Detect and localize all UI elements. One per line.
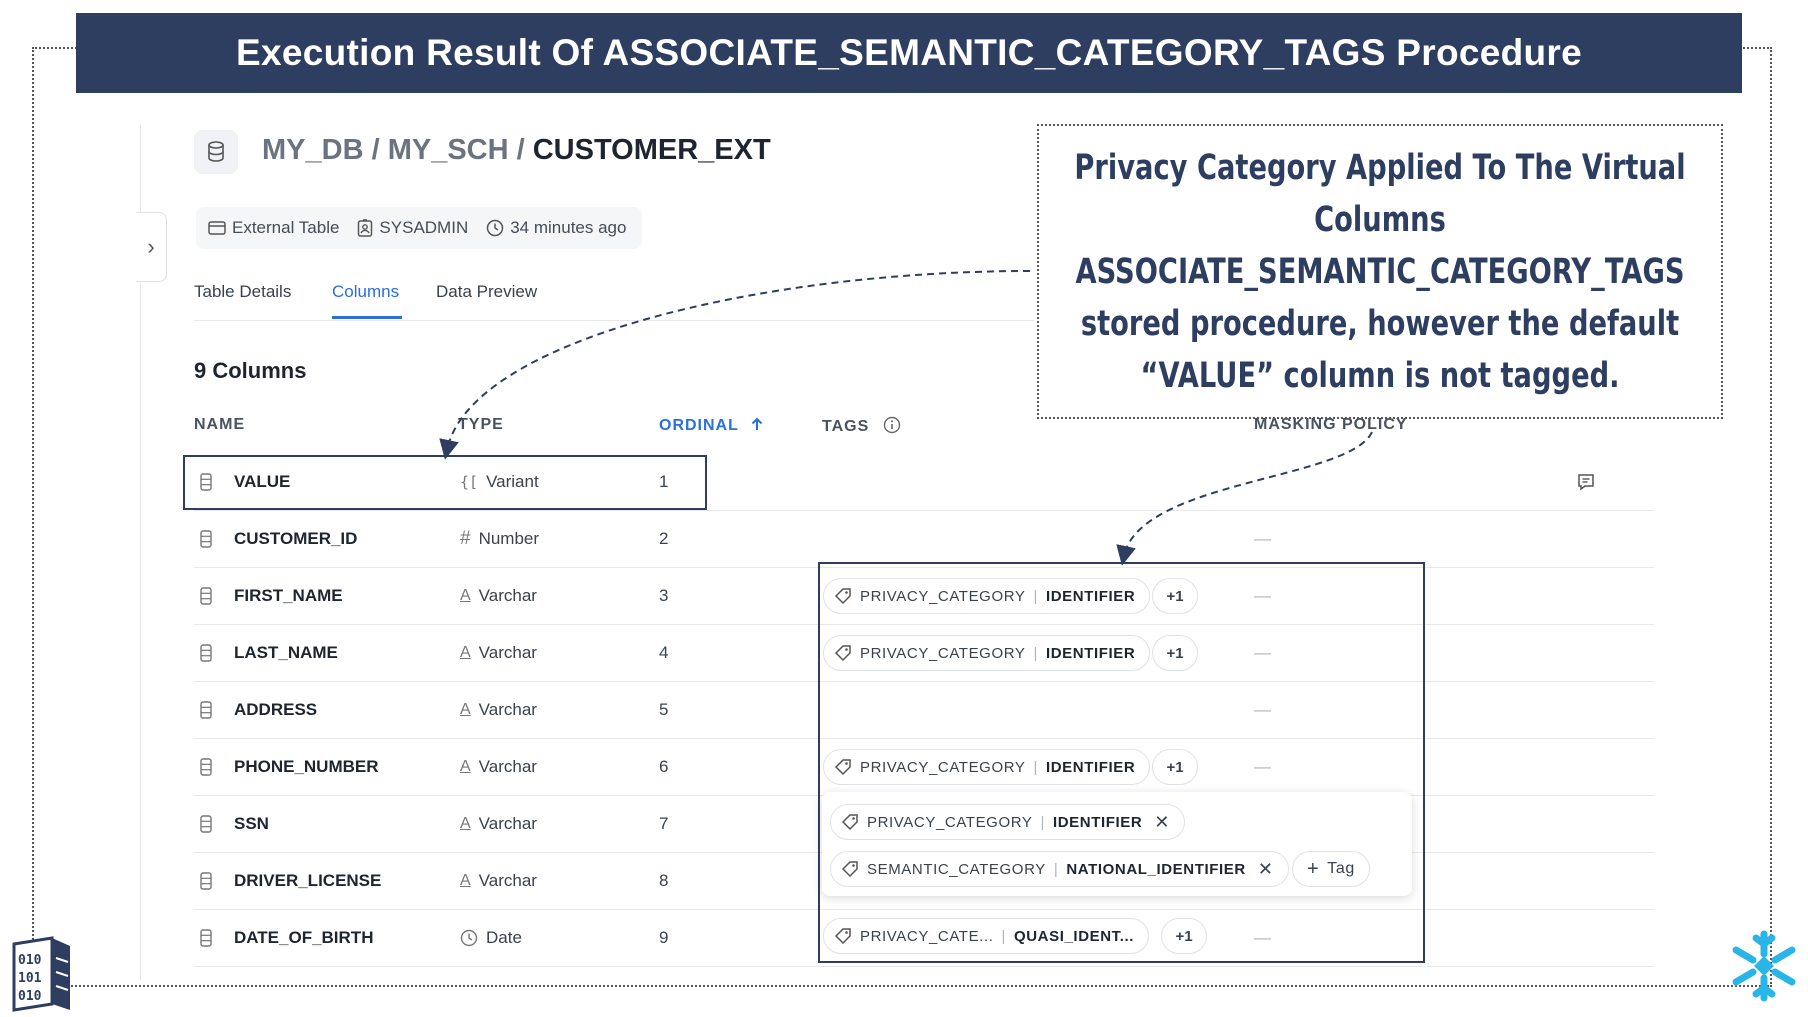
column-type	[460, 853, 537, 909]
column-type	[460, 910, 522, 966]
info-icon[interactable]	[883, 416, 901, 434]
svg-text:101: 101	[18, 971, 42, 986]
tab-bar	[194, 280, 1034, 321]
breadcrumb-separator: /	[363, 134, 388, 166]
column-name: VALUE	[234, 472, 291, 491]
remove-tag-icon[interactable]: ✕	[1154, 811, 1171, 832]
annotation-callout	[1037, 124, 1723, 419]
binary-book-logo-icon	[10, 936, 74, 1017]
column-name: DRIVER_LICENSE	[234, 871, 382, 890]
column-type	[460, 682, 537, 738]
header-tags-label: TAGS	[822, 418, 870, 435]
column-icon	[200, 910, 212, 966]
column-name: LAST_NAME	[234, 643, 338, 662]
header-name[interactable]: NAME	[194, 416, 246, 433]
tag-key: PRIVACY_CATEGORY	[860, 758, 1026, 776]
tag-chip-privacy-ssn[interactable]: PRIVACY_CATEGORY | IDENTIFIER ✕	[830, 804, 1185, 840]
column-icon	[200, 568, 212, 624]
breadcrumb	[262, 134, 771, 167]
table-icon	[194, 130, 238, 174]
meta-type-label: External Table	[232, 218, 340, 237]
snowflake-logo-icon	[1726, 928, 1802, 1009]
more-tags-button[interactable]: +1	[1152, 749, 1198, 785]
column-icon	[200, 511, 212, 567]
column-icon	[200, 796, 212, 852]
text-type-icon: A	[460, 758, 471, 775]
column-icon	[200, 853, 212, 909]
masking-empty: —	[1254, 586, 1271, 605]
breadcrumb-db[interactable]: MY_DB	[262, 134, 364, 166]
tag-key: SEMANTIC_CATEGORY	[867, 860, 1046, 878]
column-ordinal: 8	[659, 871, 669, 890]
column-type	[460, 568, 537, 624]
column-type-label: Varchar	[478, 700, 537, 719]
column-icon	[200, 682, 212, 738]
column-ordinal: 3	[659, 586, 669, 605]
masking-empty: —	[1254, 529, 1271, 548]
column-ordinal: 6	[659, 757, 669, 776]
plus-icon: +	[1307, 857, 1320, 880]
tag-value: NATIONAL_IDENTIFIER	[1066, 860, 1246, 878]
tag-value: IDENTIFIER	[1045, 644, 1136, 662]
column-type	[460, 739, 537, 795]
text-type-icon: A	[460, 587, 471, 604]
more-tags-button[interactable]: +1	[1152, 578, 1198, 614]
column-name: FIRST_NAME	[234, 586, 343, 605]
breadcrumb-separator: /	[508, 134, 533, 166]
column-type	[460, 511, 539, 567]
text-type-icon: A	[460, 815, 471, 832]
header-tags[interactable]	[822, 416, 901, 436]
annotation-text: Privacy Category Applied To The Virtual Columns ASSOCIATE_SEMANTIC_CATEGORY_TAGS stored procedure, however the default “VALUE” column is not tagged.	[1074, 147, 1686, 396]
tab-columns[interactable]: Columns	[332, 282, 400, 301]
tag-chip-privacy-last-name[interactable]: PRIVACY_CATEGORY | IDENTIFIER	[823, 635, 1150, 671]
tag-chip-privacy-phone[interactable]: PRIVACY_CATEGORY | IDENTIFIER	[823, 749, 1150, 785]
column-type-label: Varchar	[478, 586, 537, 605]
breadcrumb-table: CUSTOMER_EXT	[532, 134, 771, 166]
meta-modified	[486, 218, 626, 238]
tag-value: IDENTIFIER	[1045, 758, 1136, 776]
meta-modified-label: 34 minutes ago	[510, 218, 627, 237]
column-type	[460, 625, 537, 681]
tag-key: PRIVACY_CATEGORY	[860, 644, 1026, 662]
header-ordinal[interactable]	[659, 416, 764, 435]
column-type-label: Number	[478, 529, 540, 548]
tag-value: IDENTIFIER	[1045, 587, 1136, 605]
masking-empty: —	[1254, 757, 1271, 776]
breadcrumb-schema[interactable]: MY_SCH	[387, 134, 509, 166]
column-ordinal: 7	[659, 814, 669, 833]
column-type	[460, 796, 537, 852]
more-tags-button[interactable]: +1	[1152, 635, 1198, 671]
expand-sidebar-button[interactable]	[136, 212, 167, 282]
text-type-icon: A	[460, 872, 471, 889]
column-type-label: Varchar	[478, 643, 537, 662]
slide-title-banner	[76, 13, 1742, 93]
remove-tag-icon[interactable]: ✕	[1257, 858, 1274, 879]
meta-owner-label: SYSADMIN	[379, 218, 469, 237]
number-icon: #	[460, 528, 471, 549]
header-type[interactable]: TYPE	[458, 416, 504, 433]
column-type-label: Date	[486, 928, 522, 947]
column-ordinal: 5	[659, 700, 669, 719]
value-row-highlight	[183, 455, 707, 510]
column-ordinal: 4	[659, 643, 669, 662]
masking-empty: —	[1254, 928, 1271, 947]
column-type-label: Varchar	[478, 757, 537, 776]
sort-ascending-icon	[750, 416, 764, 432]
date-clock-icon	[460, 929, 478, 947]
tab-table-details[interactable]: Table Details	[194, 282, 292, 301]
comment-icon[interactable]	[1576, 472, 1596, 497]
column-ordinal: 1	[659, 472, 669, 491]
column-name: ADDRESS	[234, 700, 318, 719]
text-type-icon: A	[460, 644, 471, 661]
tab-data-preview[interactable]: Data Preview	[436, 282, 538, 301]
tag-value: IDENTIFIER	[1052, 813, 1143, 831]
column-icon	[200, 625, 212, 681]
chevron-right-icon: ›	[147, 234, 155, 259]
column-icon	[200, 739, 212, 795]
masking-empty: —	[1254, 643, 1271, 662]
meta-type	[208, 218, 339, 238]
column-ordinal: 2	[659, 529, 669, 548]
column-name: CUSTOMER_ID	[234, 529, 358, 548]
column-count: 9 Columns	[194, 358, 307, 383]
clock-icon	[486, 219, 504, 237]
tag-key: PRIVACY_CATE...	[860, 927, 994, 945]
slide-title: Execution Result Of ASSOCIATE_SEMANTIC_CATEGORY_TAGS Procedure	[235, 32, 1582, 73]
active-tab-indicator	[332, 316, 402, 319]
more-tags-button[interactable]: +1	[1161, 918, 1207, 954]
meta-owner	[357, 218, 468, 238]
header-masking-policy[interactable]: MASKING POLICY	[1254, 416, 1408, 433]
column-ordinal: 9	[659, 928, 669, 947]
tag-chip-semantic-ssn[interactable]: SEMANTIC_CATEGORY | NATIONAL_IDENTIFIER ✕	[830, 851, 1289, 887]
table-row[interactable]	[194, 511, 1654, 568]
table-meta	[196, 207, 642, 249]
svg-text:010: 010	[18, 953, 42, 968]
tag-chip-privacy-dob[interactable]: PRIVACY_CATE... | QUASI_IDENT...	[823, 918, 1149, 954]
column-name: DATE_OF_BIRTH	[234, 928, 374, 947]
tag-value: QUASI_IDENT...	[1013, 927, 1135, 945]
masking-empty: —	[1254, 700, 1271, 719]
header-ordinal-label: ORDINAL	[659, 417, 739, 434]
tag-key: PRIVACY_CATEGORY	[860, 587, 1026, 605]
svg-text:010: 010	[18, 989, 42, 1004]
text-type-icon: A	[460, 701, 471, 718]
column-type-label: Varchar	[478, 871, 537, 890]
column-name: SSN	[234, 814, 269, 833]
variant-icon: {[	[460, 473, 479, 491]
tags-highlight	[818, 562, 1425, 963]
tag-chip-privacy-first-name[interactable]: PRIVACY_CATEGORY | IDENTIFIER	[823, 578, 1150, 614]
tag-key: PRIVACY_CATEGORY	[867, 813, 1033, 831]
column-type-label: Variant	[486, 472, 539, 491]
add-tag-label: Tag	[1327, 860, 1355, 877]
column-type-label: Varchar	[478, 814, 537, 833]
column-name: PHONE_NUMBER	[234, 757, 379, 776]
table-type-icon	[208, 220, 226, 236]
role-badge-icon	[357, 219, 373, 237]
